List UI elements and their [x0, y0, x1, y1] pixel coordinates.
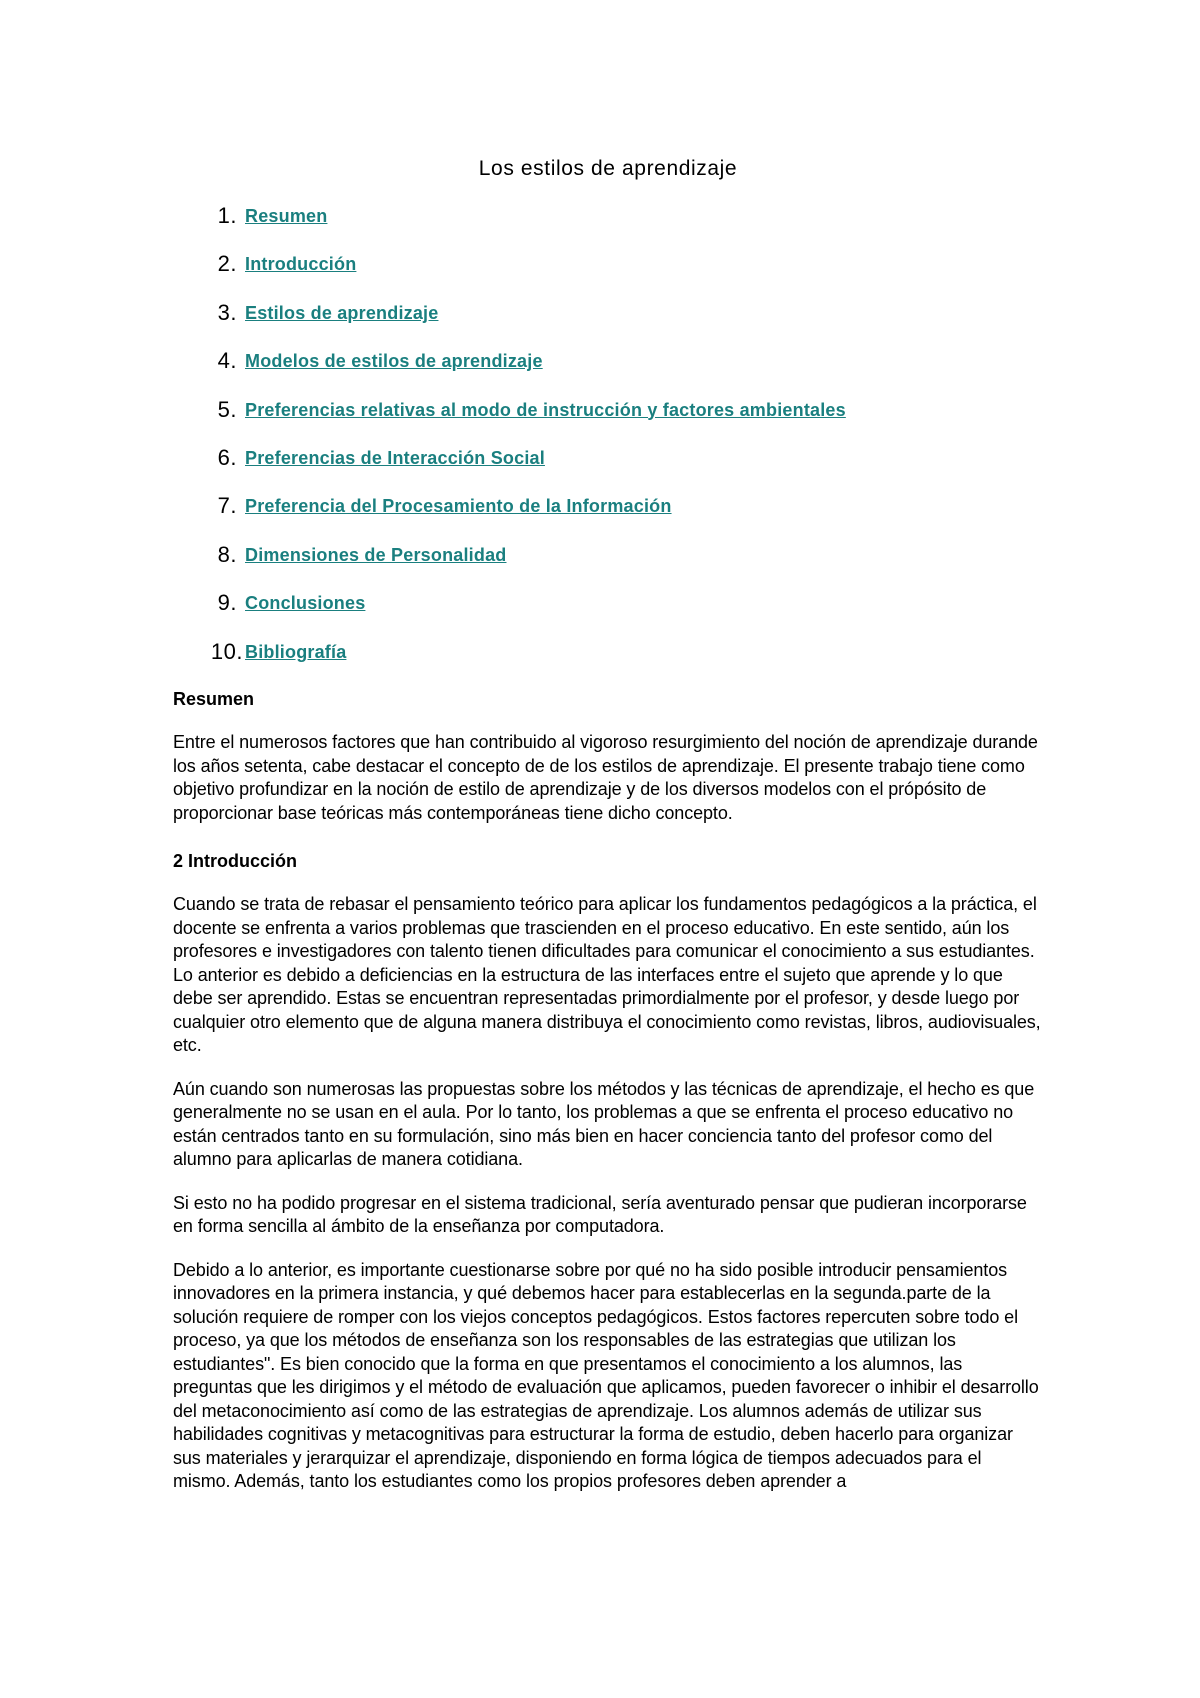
paragraph: Cuando se trata de rebasar el pensamiento teórico para aplicar los fundamentos pedagógicos a la práctica, el docente se enfrenta a varios problemas que trascienden en el proceso educativo. En este sentido, aún los profesores e investigadores con talento tienen dificultades para comunicar el conocimiento a sus estudiantes. Lo anterior es debido a deficiencias en la estructura de las interfaces entre el sujeto que aprende y lo que debe ser aprendido. Estas se encuentran representadas primordialmente por el profesor, y desde luego por cualquier otro elemento que de alguna manera distribuya el conocimiento como revistas, libros, audiovisuales, etc.: [173, 894, 1041, 1055]
toc-number: 6.: [217, 444, 237, 470]
toc-number: 2.: [217, 251, 237, 277]
toc-item-preferencias-instruccion: [173, 397, 846, 445]
toc-item-estilos: [173, 300, 846, 348]
toc-item-personalidad: [173, 542, 846, 590]
toc-number: 10.: [210, 638, 243, 664]
toc-number: 3.: [217, 299, 237, 325]
toc-link-conclusiones[interactable]: Conclusiones: [245, 593, 366, 614]
toc-item-interaccion-social: [173, 445, 846, 493]
paragraph: Si esto no ha podido progresar en el sistema tradicional, sería aventurado pensar que pudieran incorporarse en forma sencilla al ámbito de la enseñanza por computadora.: [173, 1192, 1027, 1236]
toc-item-bibliografia: [173, 639, 846, 687]
document-body: [173, 687, 1043, 1514]
toc-item-modelos: [173, 348, 846, 396]
toc-number: 8.: [217, 541, 237, 567]
toc-number: 9.: [217, 590, 237, 616]
toc-link-preferencias-instruccion[interactable]: Preferencias relativas al modo de instrucción y factores ambientales: [245, 399, 846, 420]
toc-number: 1.: [217, 203, 237, 228]
toc-number: 4.: [217, 348, 237, 374]
toc-link-interaccion-social[interactable]: Preferencias de Interacción Social: [245, 447, 545, 468]
paragraph: Entre el numerosos factores que han contribuido al vigoroso resurgimiento del noción de aprendizaje durande los años setenta, cabe destacar el concepto de de los estilos de aprendizaje. El presente trabajo tiene como objetivo profundizar en la noción de estilo de aprendizaje y de los diversos modelos con el própósito de proporcionar base teóricas más contemporáneas tiene dicho concepto.: [173, 732, 1038, 823]
section-heading-introduccion: 2 Introducción: [173, 851, 298, 871]
toc-number: 5.: [217, 396, 237, 422]
toc-item-conclusiones: [173, 590, 846, 638]
toc-link-resumen[interactable]: Resumen: [245, 206, 328, 226]
toc-item-introduccion: [173, 251, 846, 299]
toc-link-bibliografia[interactable]: Bibliografía: [245, 641, 347, 662]
toc-number: 7.: [217, 493, 237, 519]
toc-link-personalidad[interactable]: Dimensiones de Personalidad: [245, 544, 507, 565]
toc-item-resumen: [173, 203, 846, 251]
toc-link-procesamiento[interactable]: Preferencia del Procesamiento de la Información: [245, 496, 672, 517]
section-heading-resumen: Resumen: [173, 689, 255, 709]
table-of-contents: [173, 203, 846, 687]
toc-link-estilos[interactable]: Estilos de aprendizaje: [245, 302, 439, 323]
toc-link-introduccion[interactable]: Introducción: [245, 254, 357, 275]
document-title: Los estilos de aprendizaje: [478, 157, 738, 180]
paragraph: Aún cuando son numerosas las propuestas sobre los métodos y las técnicas de aprendizaje, el hecho es que generalmente no se usan en el aula. Por lo tanto, los problemas a que se enfrenta el proceso educativo no están centrados tanto en su formulación, sino más bien en hacer conciencia tanto del profesor como del alumno para aplicarlas de manera cotidiana.: [173, 1078, 1035, 1169]
paragraph: Debido a lo anterior, es importante cuestionarse sobre por qué no ha sido posible introducir pensamientos innovadores en la primera instancia, y qué debemos hacer para establecerlas en la segunda.parte de la solución requiere de romper con los viejos conceptos pedagógicos. Estos factores repercuten sobre todo el proceso, ya que los métodos de enseñanza son los responsables de las estrategias que utilizan los estudiantes". Es bien conocido que la forma en que presentamos el conocimiento a los alumnos, las preguntas que les dirigimos y el método de evaluación que aplicamos, pueden favorecer o inhibir el desarrollo del metaconocimiento así como de las estrategias de aprendizaje. Los alumnos además de utilizar sus habilidades cognitivas y metacognitivas para estructurar la forma de estudio, deben hacerlo para organizar sus materiales y jerarquizar el aprendizaje, disponiendo en forma lógica de tiempos adecuados para el mismo. Además, tanto los estudiantes como los propios profesores deben aprender a: [173, 1259, 1039, 1491]
toc-link-modelos[interactable]: Modelos de estilos de aprendizaje: [245, 351, 543, 372]
toc-item-procesamiento: [173, 493, 846, 541]
